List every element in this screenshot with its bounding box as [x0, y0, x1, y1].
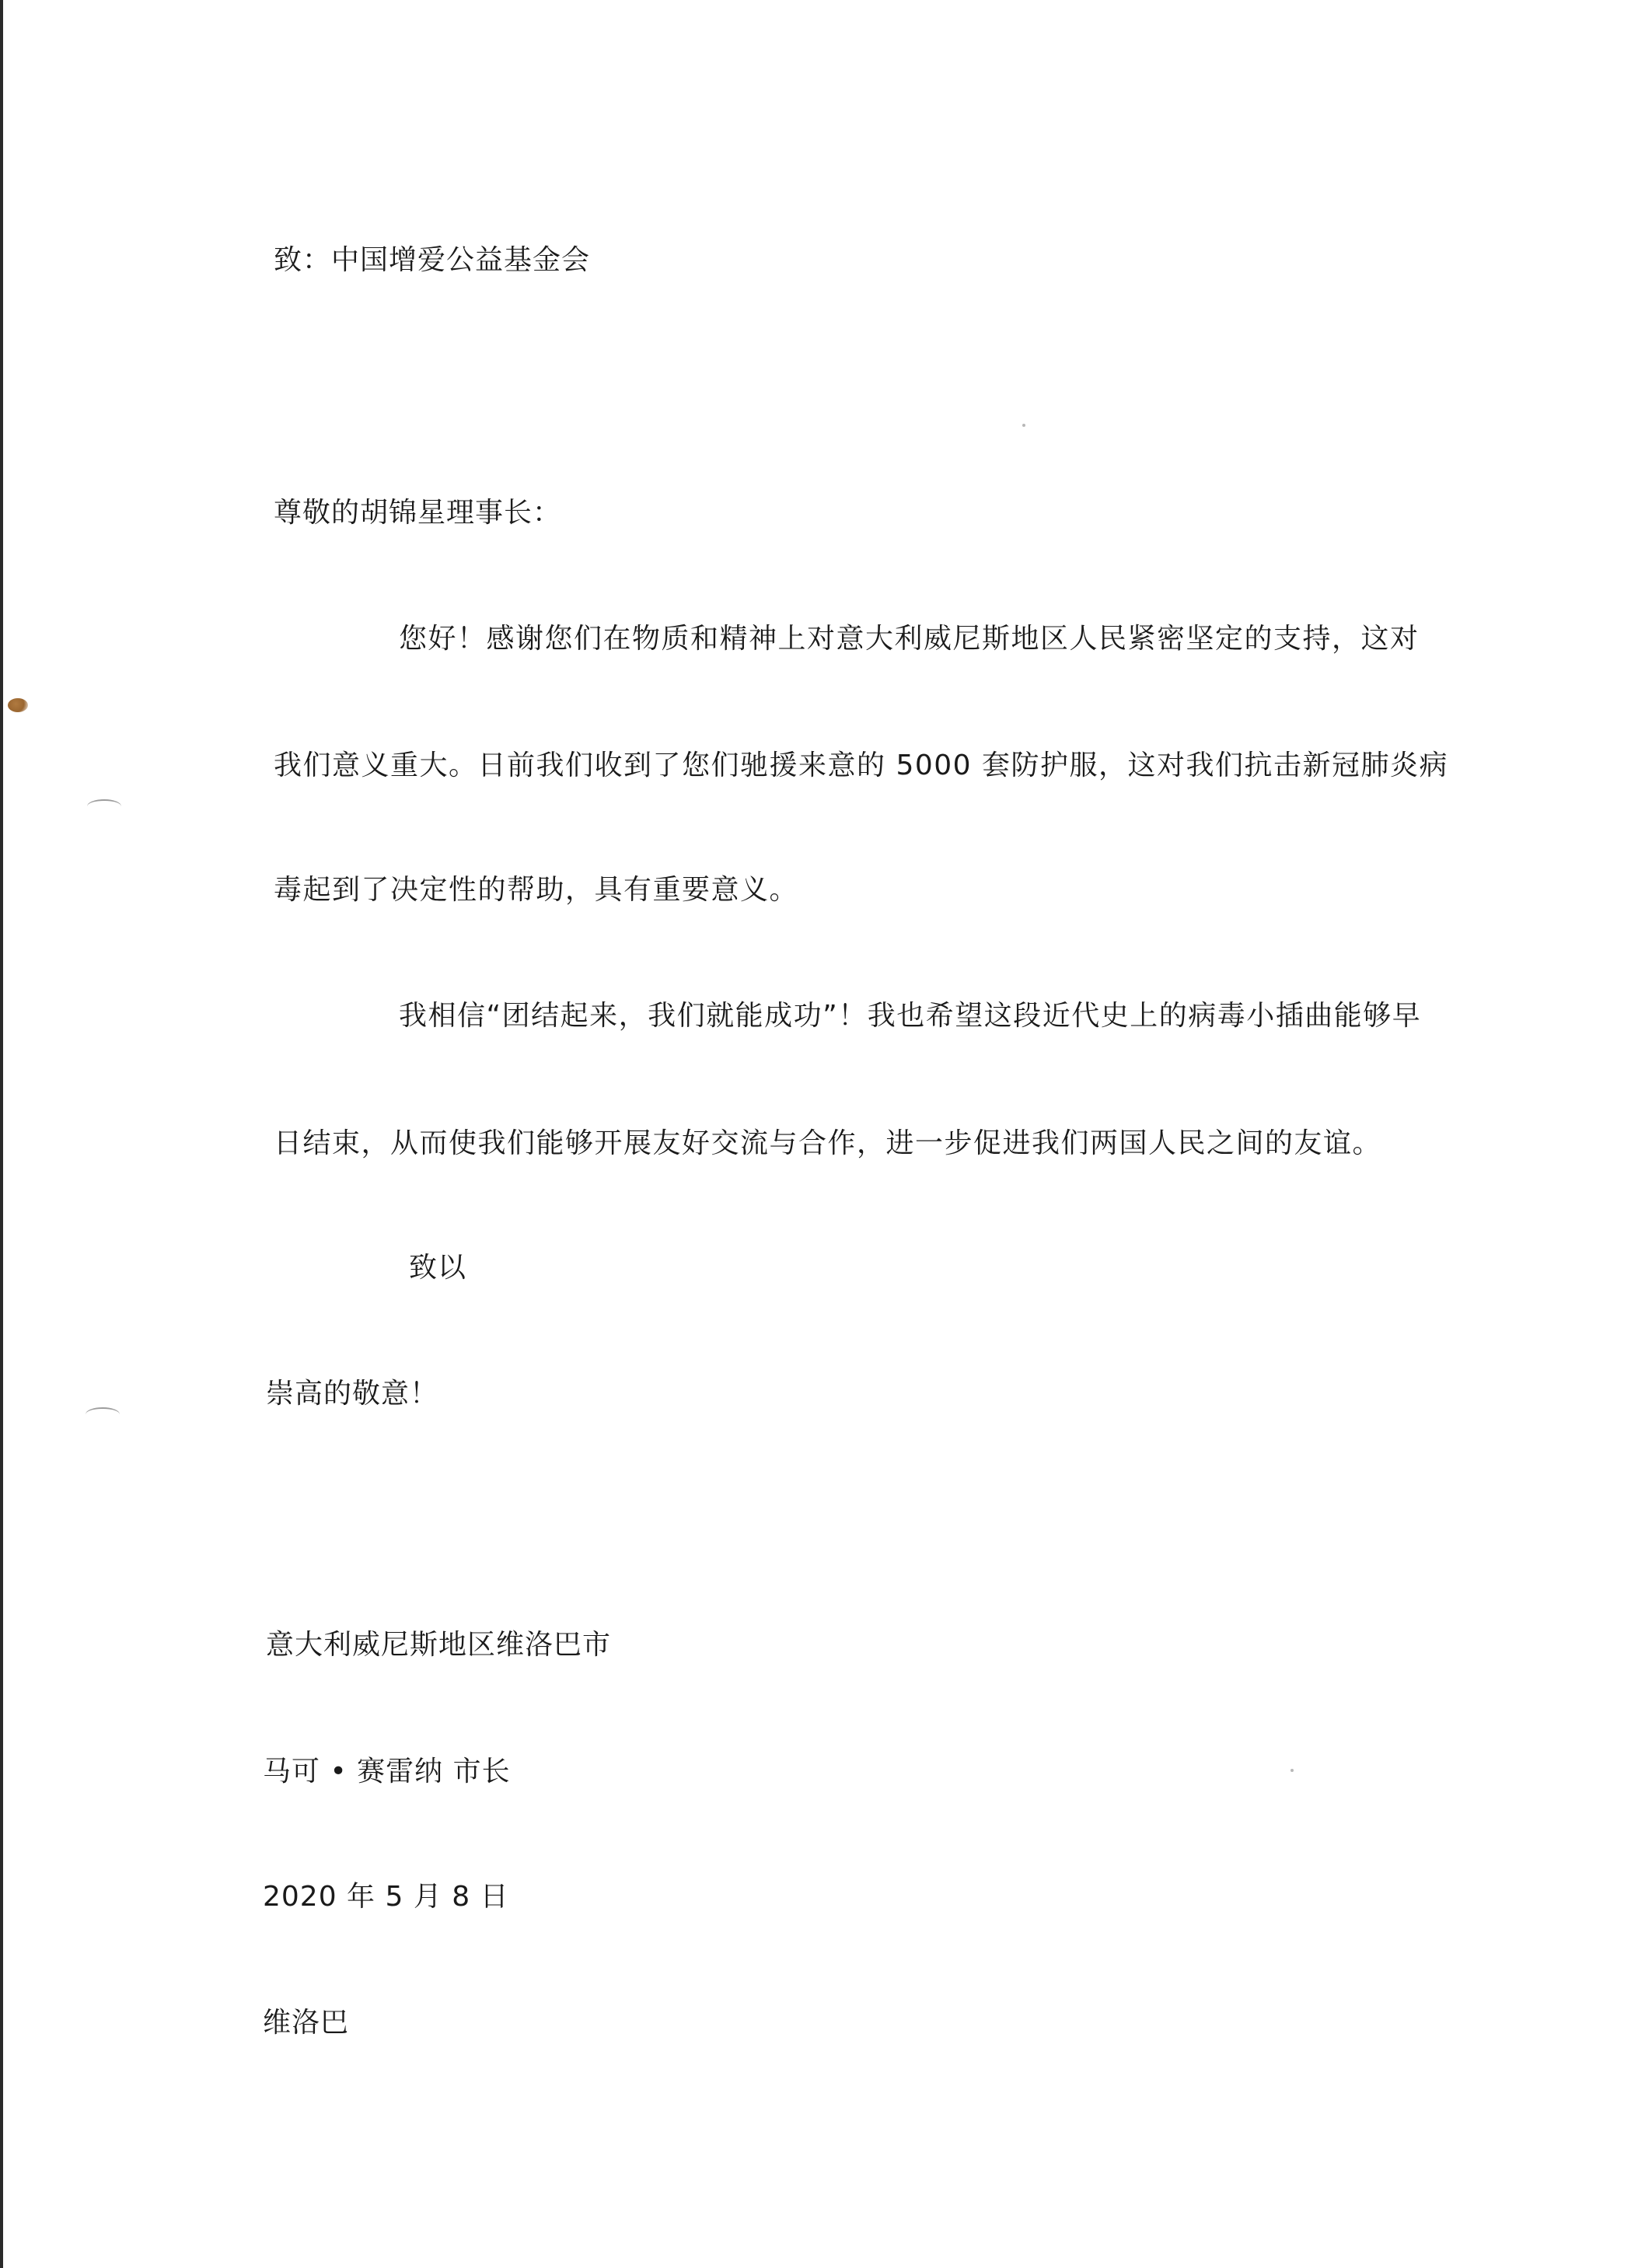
signature-place: 维洛巴: [263, 2007, 350, 2039]
paper-mark: [86, 1407, 120, 1421]
paragraph1-line3: 毒起到了决定性的帮助，具有重要意义。: [274, 874, 799, 906]
paper-speck: [1291, 1769, 1294, 1772]
paper-mark: [87, 799, 121, 813]
signature-city: 意大利威尼斯地区维洛巴市: [266, 1629, 612, 1661]
paper-speck: [1022, 424, 1025, 427]
recipient-line: 致：中国增爱公益基金会: [274, 244, 591, 276]
scan-edge: [0, 0, 3, 2268]
paragraph2-line2: 日结束，从而使我们能够开展友好交流与合作，进一步促进我们两国人民之间的友谊。: [274, 1127, 1382, 1159]
closing-line-1: 致以: [409, 1252, 467, 1284]
paragraph2-line1: 我相信“团结起来，我们就能成功”！我也希望这段近代史上的病毒小插曲能够早: [399, 1000, 1422, 1032]
paragraph1-line2: 我们意义重大。日前我们收到了您们驰援来意的 5000 套防护服，这对我们抗击新冠肺炎病: [274, 750, 1449, 781]
paragraph1-line1: 您好！感谢您们在物质和精神上对意大利威尼斯地区人民紧密坚定的支持，这对: [399, 623, 1420, 655]
closing-line-2: 崇高的敬意！: [266, 1378, 439, 1410]
signature-sender: 马可 • 赛雷纳 市长: [263, 1756, 511, 1787]
paper-stain: [8, 698, 28, 712]
salutation-line: 尊敬的胡锦星理事长：: [274, 497, 562, 529]
signature-date: 2020 年 5 月 8 日: [263, 1881, 509, 1913]
